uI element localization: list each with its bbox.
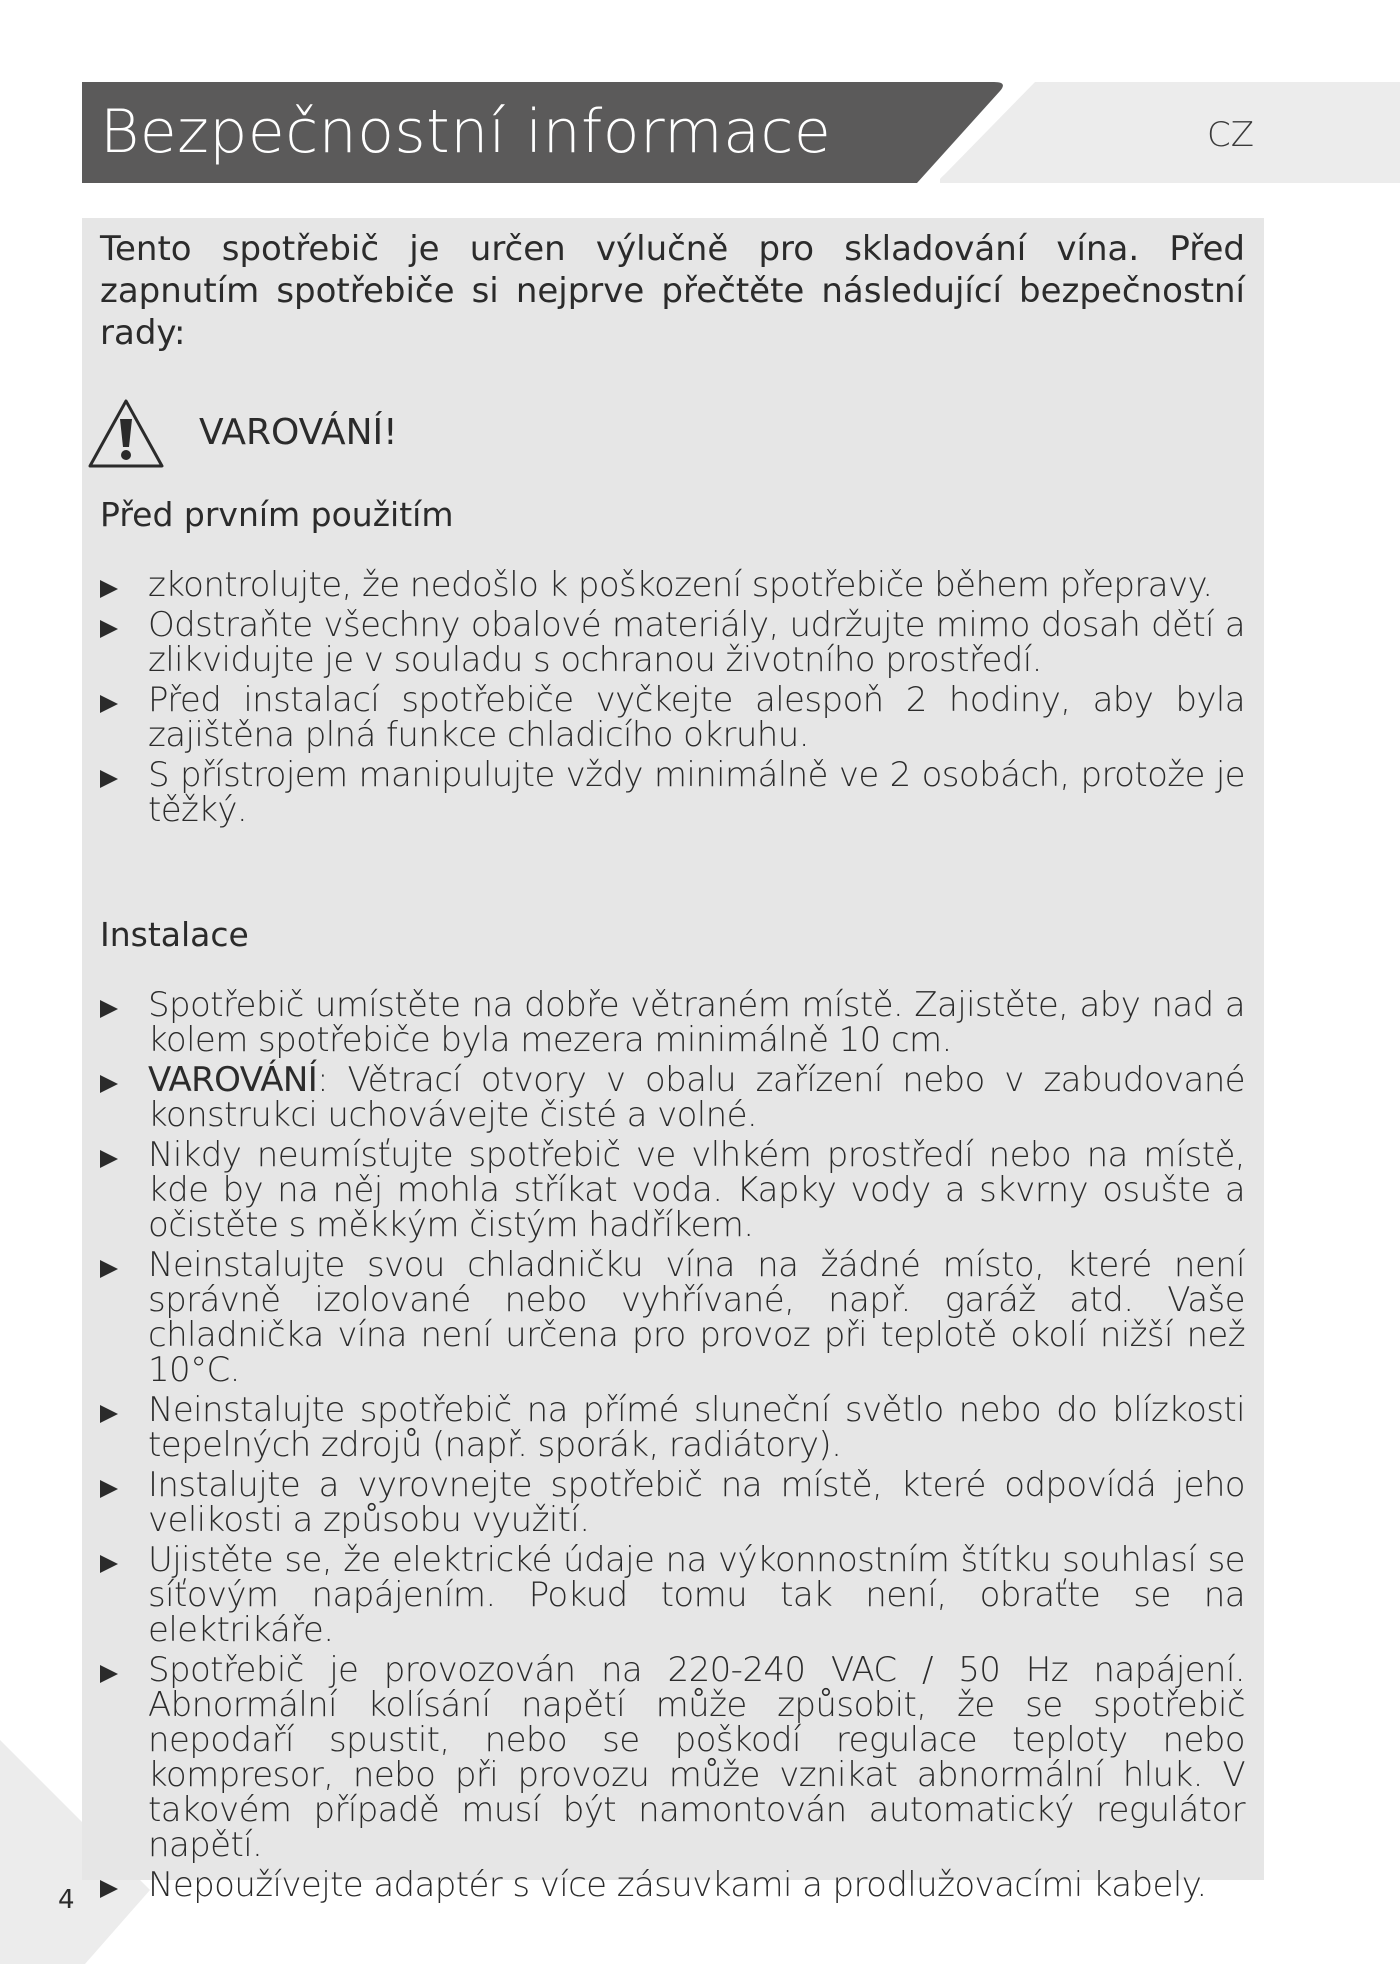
list-item: Před instalací spotřebiče vyčkejte alespoň 2 hodiny, aby byla zajištěna plná funkce chladicího okruhu.	[100, 683, 1245, 753]
list-item: VAROVÁNÍ: Větrací otvory v obalu zařízení nebo v zabudované konstrukci uchovávejte čisté a volné.	[100, 1063, 1245, 1133]
list-item: Neinstalujte svou chladničku vína na žádné místo, které není správně izolované nebo vyhřívané, např. garáž atd. Vaše chladnička vína není určena pro provoz při teplotě okolí nižší než 10°C.	[100, 1248, 1245, 1388]
installation-list	[100, 985, 1245, 1908]
bullet-arrow-icon	[100, 695, 118, 713]
list-item: Neinstalujte spotřebič na přímé sluneční světlo nebo do blízkosti tepelných zdrojů (např. sporák, radiátory).	[100, 1393, 1245, 1463]
intro-text: Tento spotřebič je určen výlučně pro skladování vína. Před zapnutím spotřebiče si nejprve přečtěte následující bezpečnostní rady:	[100, 229, 1245, 353]
list-item: S přístrojem manipulujte vždy minimálně ve 2 osobách, protože je těžký.	[100, 758, 1245, 828]
list-item: Odstraňte všechny obalové materiály, udržujte mimo dosah dětí a zlikvidujte je v souladu s ochranou životního prostředí.	[100, 608, 1245, 678]
bullet-arrow-icon	[100, 1405, 118, 1423]
before-use-list	[100, 565, 1245, 833]
top-right-decor-shape	[940, 82, 1400, 183]
list-item: zkontrolujte, že nedošlo k poškození spotřebiče během přepravy.	[100, 568, 1245, 603]
section-heading-installation: Instalace	[100, 915, 249, 954]
page-number: 4	[58, 1885, 75, 1915]
bullet-arrow-icon	[100, 1480, 118, 1498]
bullet-arrow-icon	[100, 1075, 118, 1093]
bullet-arrow-icon	[100, 1260, 118, 1278]
bullet-arrow-icon	[100, 620, 118, 638]
list-item: Instalujte a vyrovnejte spotřebič na místě, které odpovídá jeho velikosti a způsobu využití.	[100, 1468, 1245, 1538]
section-heading-before-use: Před prvním použitím	[100, 495, 454, 534]
page-title: Bezpečnostní informace	[100, 97, 832, 167]
warning-label: VAROVÁNÍ	[148, 1060, 318, 1100]
bullet-arrow-icon	[100, 1150, 118, 1168]
bullet-arrow-icon	[100, 1880, 118, 1898]
list-item: Nepoužívejte adaptér s více zásuvkami a prodlužovacími kabely.	[100, 1868, 1245, 1903]
list-item: Spotřebič umístěte na dobře větraném místě. Zajistěte, aby nad a kolem spotřebiče byla mezera minimálně 10 cm.	[100, 988, 1245, 1058]
list-item: Ujistěte se, že elektrické údaje na výkonnostním štítku souhlasí se síťovým napájením. Pokud tomu tak není, obraťte se na elektrikáře.	[100, 1543, 1245, 1648]
language-code: CZ	[1207, 115, 1255, 155]
bullet-arrow-icon	[100, 1665, 118, 1683]
bullet-arrow-icon	[100, 580, 118, 598]
bullet-arrow-icon	[100, 1000, 118, 1018]
warning-title: VAROVÁNÍ!	[199, 412, 398, 453]
list-item: Nikdy neumísťujte spotřebič ve vlhkém prostředí nebo na místě, kde by na něj mohla stříkat voda. Kapky vody a skvrny osušte a očistěte s měkkým čistým hadříkem.	[100, 1138, 1245, 1243]
bullet-arrow-icon	[100, 770, 118, 788]
list-item: Spotřebič je provozován na 220-240 VAC / 50 Hz napájení. Abnormální kolísání napětí může způsobit, že se spotřebič nepodaří spustit, nebo se poškodí regulace teploty nebo kompresor, nebo při provozu může vznikat abnormální hluk. V takovém případě musí být namontován automatický regulátor napětí.	[100, 1653, 1245, 1863]
bullet-arrow-icon	[100, 1555, 118, 1573]
warning-triangle-icon	[86, 397, 166, 471]
